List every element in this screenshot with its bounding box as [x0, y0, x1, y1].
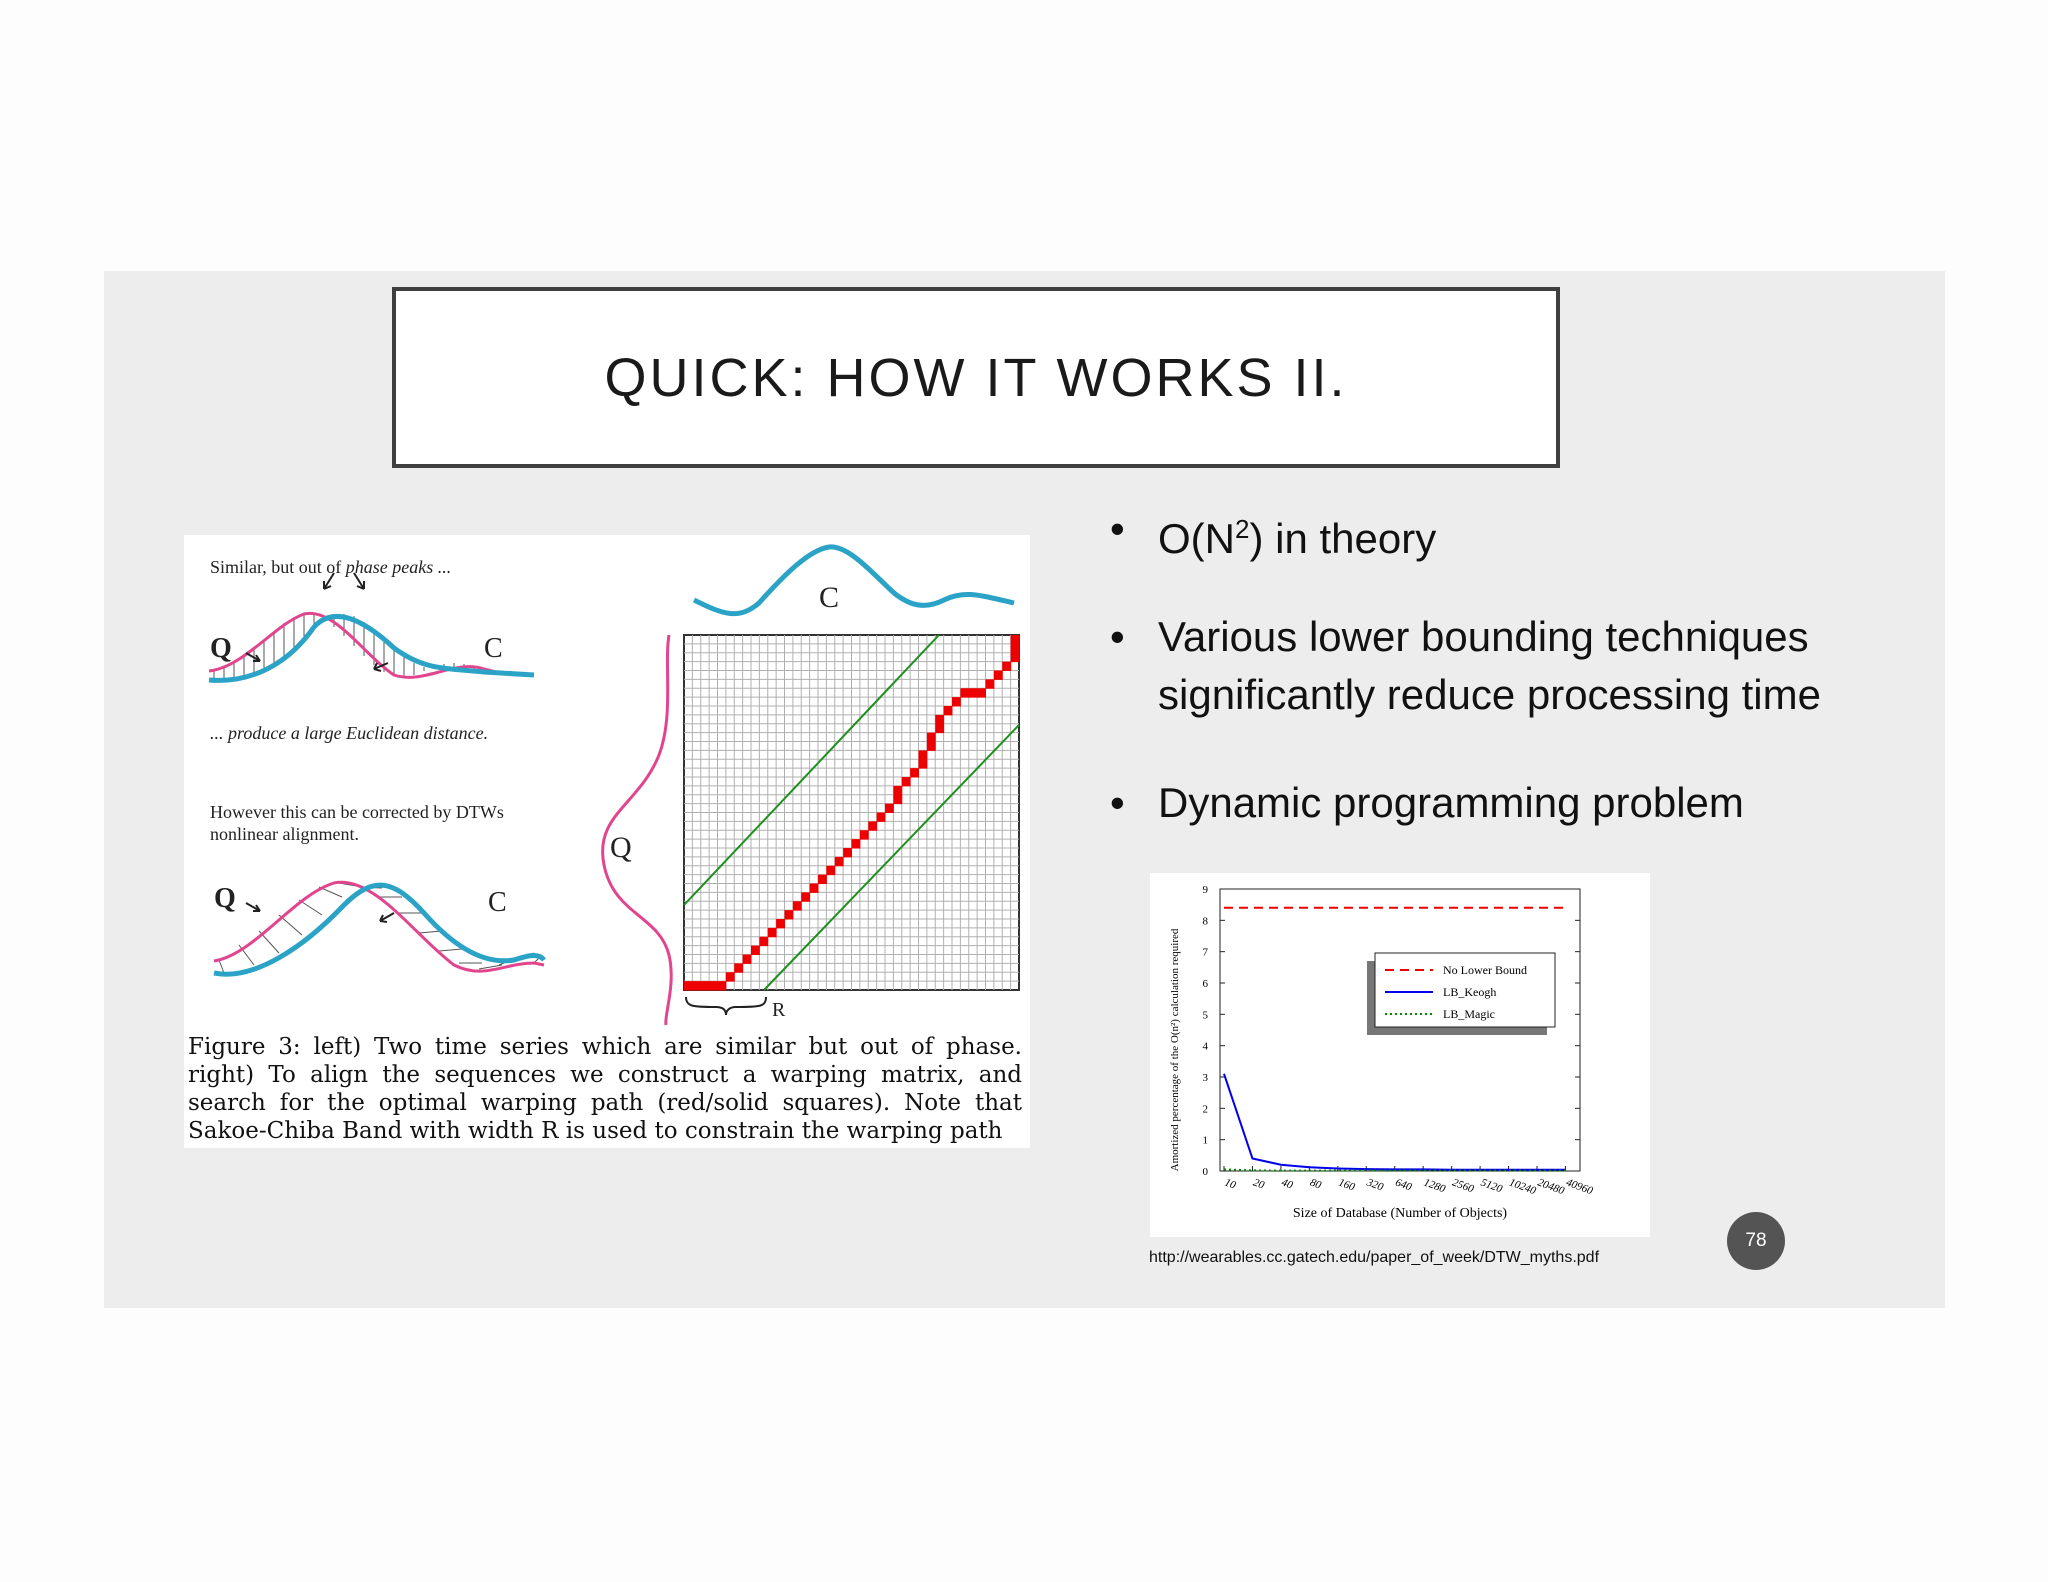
y-tick-label: 8 [1202, 915, 1208, 928]
phase-peaks-label [210, 557, 451, 578]
warping-path-cell [785, 910, 794, 919]
y-tick-label: 6 [1202, 978, 1208, 990]
source-link[interactable]: http://wearables.cc.gatech.edu/paper_of_week/DTW_myths.pdf [1149, 1249, 1600, 1266]
dtw-correction-label-1: However this can be corrected by DTWs [210, 802, 504, 822]
warping-path-cell [1011, 644, 1020, 653]
x-tick-label: 640 [1393, 1176, 1414, 1194]
bullet-complexity-sup: 2 [1235, 514, 1250, 544]
dtw-figure [184, 535, 1030, 1148]
x-tick-label: 40 [1279, 1176, 1295, 1192]
warping-path-cell [1011, 653, 1020, 662]
x-tick-label: 320 [1365, 1176, 1385, 1194]
y-tick-label: 7 [1202, 946, 1208, 959]
warping-path-cell [944, 706, 953, 715]
warping-path-cell [852, 839, 861, 848]
x-tick-label: 2560 [1450, 1176, 1476, 1196]
warping-path-cell [952, 697, 961, 706]
warping-path-cell [919, 750, 928, 759]
warping-path-cell [1011, 635, 1020, 644]
y-tick-label: 4 [1202, 1040, 1208, 1053]
euclidean-label: ... produce a large Euclidean distance. [210, 723, 489, 743]
y-tick-label: 3 [1202, 1072, 1208, 1084]
warping-path-cell [826, 866, 835, 875]
x-tick-label: 5120 [1479, 1176, 1504, 1196]
x-axis-label: Size of Database (Number of Objects) [1292, 1206, 1508, 1221]
warping-path-cell [893, 786, 902, 795]
warping-path-cell [709, 981, 718, 990]
warping-path-cell [919, 759, 928, 768]
warping-path-cell [868, 821, 877, 830]
bullet-complexity-suffix: ) in theory [1249, 515, 1437, 562]
warping-path-cell [910, 768, 919, 777]
warping-path-cell [701, 981, 710, 990]
warping-path-cell [734, 963, 743, 972]
warping-path-cell [801, 892, 810, 901]
phase-peaks-label-b: phase peaks ... [345, 557, 452, 577]
bullet-lower-bounding-line1: Various lower bounding techniques [1158, 613, 1809, 660]
q-label-top: Q [210, 633, 232, 664]
lower-bound-chart [1150, 873, 1650, 1237]
warping-path-cell [793, 901, 802, 910]
warping-path-cell [927, 742, 936, 751]
phase-peaks-label-a: Similar, but out of [210, 557, 342, 577]
c-label-bottom: C [488, 887, 507, 918]
dtw-correction-label-2: nonlinear alignment. [210, 824, 359, 844]
warping-path-cell [684, 981, 693, 990]
x-tick-label: 1280 [1422, 1176, 1447, 1196]
warping-path-cell [902, 777, 911, 786]
warping-matrix [684, 635, 1020, 991]
x-tick-label: 160 [1336, 1176, 1357, 1194]
warping-path-cell [1002, 662, 1011, 671]
y-tick-label: 2 [1202, 1103, 1208, 1116]
dtw-correction-label [210, 801, 504, 845]
warping-path-cell [843, 848, 852, 857]
slide-title: QUICK: HOW IT WORKS II. [604, 347, 1348, 408]
bullet-lower-bounding [1110, 608, 1821, 724]
warping-path-cell [810, 884, 819, 893]
y-axis-label: Amortized percentage of the O(n²) calculation required [1169, 928, 1181, 1172]
title-box [392, 287, 1560, 468]
x-tick-label: 20 [1251, 1176, 1266, 1192]
warping-path-cell [726, 972, 735, 981]
y-tick-label: 5 [1202, 1009, 1208, 1022]
warping-path-cell [994, 671, 1003, 680]
warping-path-cell [759, 937, 768, 946]
warping-path-cell [768, 928, 777, 937]
warping-path-cell [986, 679, 995, 688]
warping-path-cell [818, 875, 827, 884]
warping-path-cell [835, 857, 844, 866]
legend-label: LB_Keogh [1443, 985, 1497, 999]
warping-path-cell [751, 946, 760, 955]
bullet-dynamic-programming [1110, 774, 1744, 832]
warping-path-cell [860, 830, 869, 839]
r-brace [686, 997, 766, 1015]
warping-path-cell [935, 715, 944, 724]
q-series-matrix [603, 635, 672, 1025]
bullet-dynamic-programming-text: Dynamic programming problem [1158, 779, 1744, 826]
y-tick-label: 1 [1202, 1134, 1208, 1147]
warping-path-cell [960, 688, 969, 697]
x-tick-label: 10 [1222, 1176, 1238, 1192]
c-label-matrix: C [819, 581, 840, 614]
c-series-matrix [694, 547, 1014, 614]
warping-path-cell [776, 919, 785, 928]
bullet-complexity-prefix: O(N [1158, 515, 1235, 562]
warping-path-cell [977, 688, 986, 697]
legend-label: LB_Magic [1443, 1007, 1495, 1021]
x-tick-label: 10240 [1507, 1176, 1538, 1198]
page-number-badge: 78 [1727, 1212, 1785, 1270]
q-label-matrix: Q [610, 831, 632, 864]
figure-caption: Figure 3: left) Two time series which are similar but out of phase. right) To align the sequences we construct a warping matrix, and search for the optimal warping path (red/solid squares). Note that Sakoe-Chiba Band with width R is used to constrain the warping path [188, 1034, 1022, 1144]
warping-path-cell [927, 733, 936, 742]
c-label-top: C [484, 633, 503, 664]
arrow-glyphs [246, 573, 394, 922]
warping-path-cell [877, 813, 886, 822]
warping-path-cell [718, 981, 727, 990]
warping-path-cell [935, 724, 944, 733]
legend-label: No Lower Bound [1443, 963, 1527, 977]
q-label-bottom: Q [214, 883, 236, 914]
x-tick-label: 80 [1308, 1176, 1323, 1192]
warping-path-cell [885, 804, 894, 813]
warping-path-cell [969, 688, 978, 697]
y-tick-label: 0 [1202, 1166, 1208, 1178]
lower-bound-chart-svg [1150, 873, 1650, 1237]
x-tick-label: 40960 [1564, 1176, 1595, 1198]
bullet-complexity [1110, 500, 1436, 568]
r-label: R [772, 999, 786, 1021]
warping-path-cell [893, 795, 902, 804]
warping-path-cell [743, 955, 752, 964]
x-tick-label: 20480 [1535, 1176, 1566, 1198]
y-tick-label: 9 [1202, 884, 1208, 896]
warping-path-cell [692, 981, 701, 990]
bullet-lower-bounding-line2: significantly reduce processing time [1158, 671, 1821, 718]
